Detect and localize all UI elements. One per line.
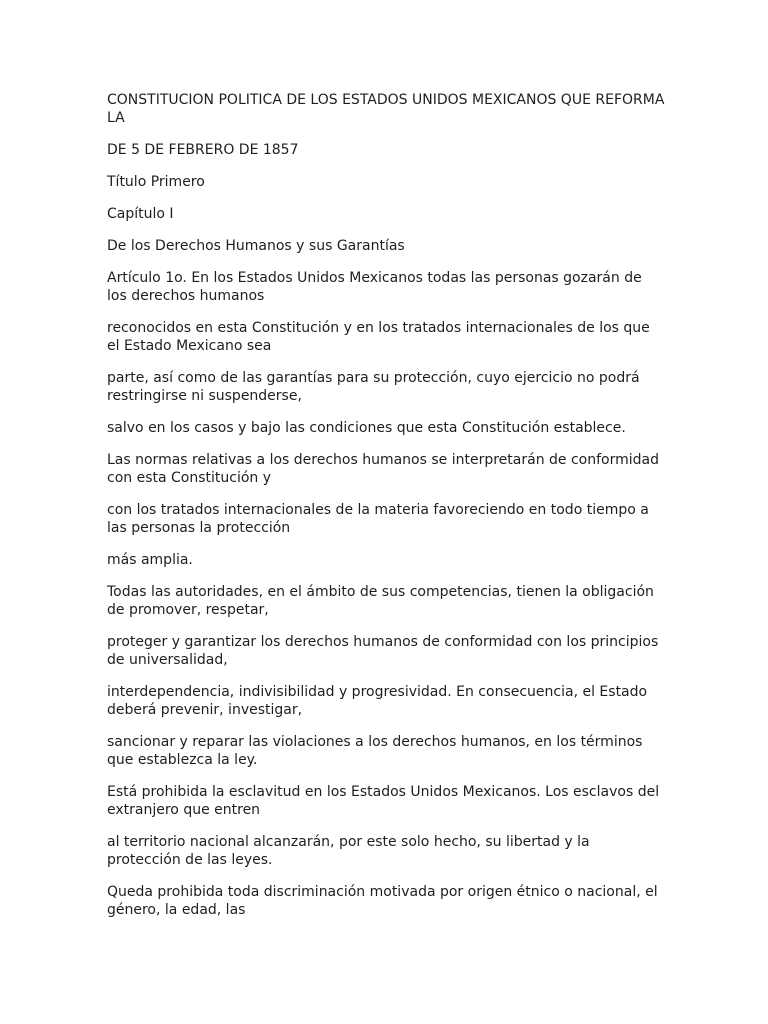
chapter-heading: Capítulo I <box>107 206 174 222</box>
article-paragraph: Todas las autoridades, en el ámbito de sus competencias, tienen la obligación de promover, respetar, <box>107 584 654 618</box>
article-paragraph: Queda prohibida toda discriminación motivada por origen étnico o nacional, el género, la edad, las <box>107 884 658 918</box>
article-paragraph: parte, así como de las garantías para su protección, cuyo ejercicio no podrá restringirse ni suspenderse, <box>107 370 640 404</box>
chapter-subtitle: De los Derechos Humanos y sus Garantías <box>107 238 405 254</box>
article-paragraph: proteger y garantizar los derechos humanos de conformidad con los principios de universalidad, <box>107 634 659 668</box>
article-paragraph: con los tratados internacionales de la materia favoreciendo en todo tiempo a las personas la protección <box>107 502 649 536</box>
article-paragraph: Artículo 1o. En los Estados Unidos Mexicanos todas las personas gozarán de los derechos humanos <box>107 270 642 304</box>
article-paragraph: salvo en los casos y bajo las condiciones que esta Constitución establece. <box>107 420 626 436</box>
article-paragraph: interdependencia, indivisibilidad y progresividad. En consecuencia, el Estado deberá prevenir, investigar, <box>107 684 648 718</box>
article-paragraph: al territorio nacional alcanzarán, por este solo hecho, su libertad y la protección de las leyes. <box>107 834 590 868</box>
document-page <box>107 91 665 933</box>
title-heading: Título Primero <box>107 174 205 190</box>
document-title-line-2: DE 5 DE FEBRERO DE 1857 <box>107 142 299 158</box>
article-paragraph: Las normas relativas a los derechos humanos se interpretarán de conformidad con esta Constitución y <box>107 452 659 486</box>
article-paragraph: reconocidos en esta Constitución y en los tratados internacionales de los que el Estado Mexicano sea <box>107 320 650 354</box>
article-paragraph: Está prohibida la esclavitud en los Estados Unidos Mexicanos. Los esclavos del extranjero que entren <box>107 784 660 818</box>
document-title-line-1: CONSTITUCION POLITICA DE LOS ESTADOS UNIDOS MEXICANOS QUE REFORMA LA <box>107 92 665 126</box>
article-paragraph: sancionar y reparar las violaciones a los derechos humanos, en los términos que establezca la ley. <box>107 734 643 768</box>
article-paragraph: más amplia. <box>107 552 193 568</box>
